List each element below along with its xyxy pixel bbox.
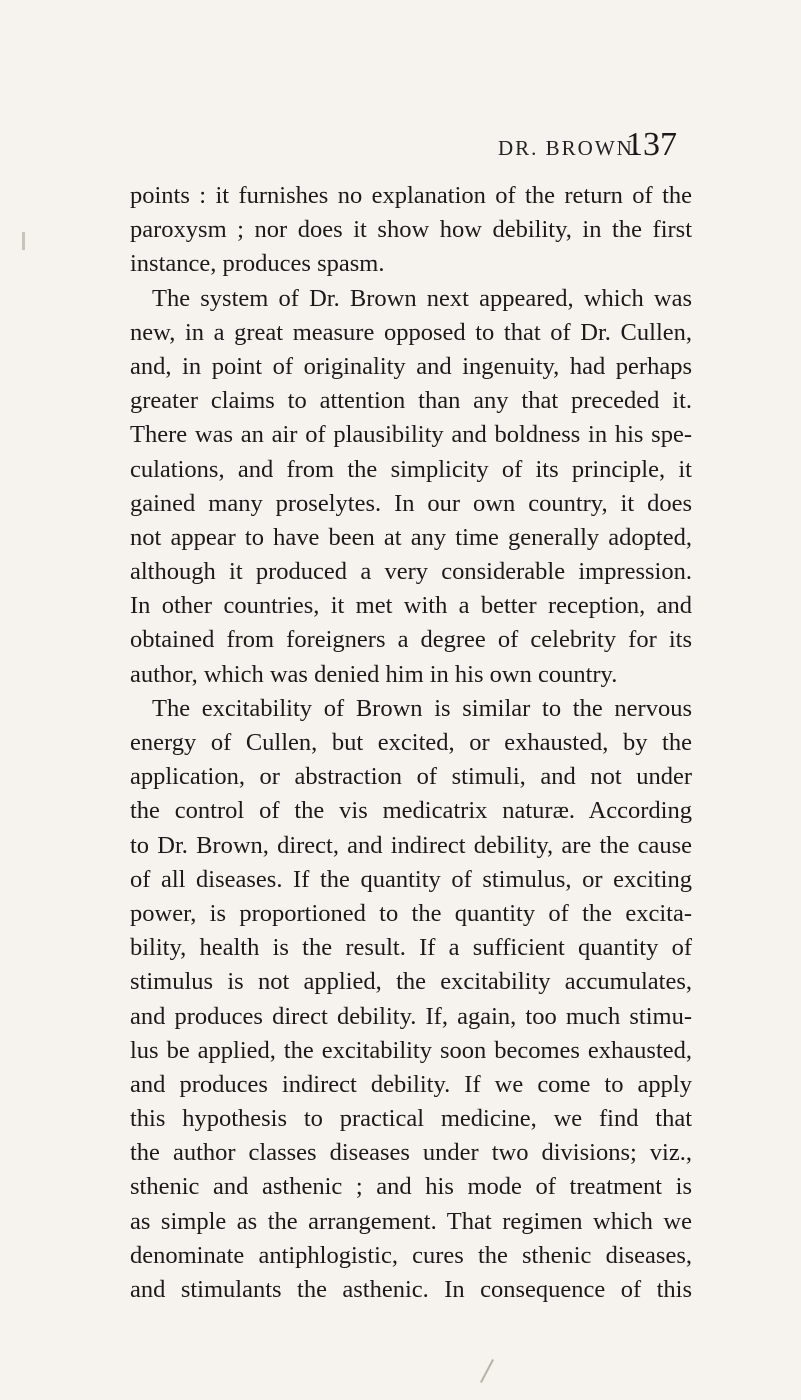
paragraph-start-line: The system of Dr. Brown next appeared, which was (152, 284, 692, 312)
text-line: not appear to have been at any time generally adopted, (130, 523, 692, 551)
text-line: application, or abstraction of stimuli, and not under (130, 763, 692, 791)
text-line: of all diseases. If the quantity of stimulus, or exciting (130, 865, 692, 893)
text-line: In other countries, it met with a better reception, and (130, 592, 692, 620)
text-line: denominate antiphlogistic, cures the sthenic diseases, (130, 1241, 692, 1269)
text-line: and produces direct debility. If, again, too much stimu- (130, 1002, 692, 1030)
running-title: DR. BROWN. (498, 136, 642, 160)
text-line: sthenic and asthenic ; and his mode of treatment is (130, 1173, 692, 1201)
text-line: instance, produces spasm. (130, 250, 385, 278)
text-line: greater claims to attention than any that preceded it. (130, 387, 692, 415)
text-line: and produces indirect debility. If we come to apply (130, 1070, 692, 1098)
text-line: gained many proselytes. In our own country, it does (130, 489, 692, 517)
text-line: energy of Cullen, but excited, or exhausted, by the (130, 729, 692, 756)
text-line: paroxysm ; nor does it show how debility, in the first (130, 216, 692, 244)
text-line: the control of the vis medicatrix naturæ. According (130, 797, 692, 825)
text-line: lus be applied, the excitability soon becomes exhausted, (130, 1036, 692, 1064)
text-line: and stimulants the asthenic. In consequence of this (130, 1276, 692, 1303)
page-number: 137 (626, 126, 677, 163)
text-line: the author classes diseases under two divisions; viz., (130, 1139, 692, 1167)
margin-mark (22, 232, 25, 250)
text-line: this hypothesis to practical medicine, we find that (130, 1105, 692, 1133)
text-line: culations, and from the simplicity of its principle, it (130, 455, 692, 483)
text-line: There was an air of plausibility and boldness in his spe- (130, 421, 692, 449)
text-line: points : it furnishes no explanation of the return of the (130, 182, 692, 209)
running-head (0, 126, 801, 166)
paragraph-start-line: The excitability of Brown is similar to the nervous (152, 694, 692, 722)
text-line: and, in point of originality and ingenuity, had perhaps (130, 352, 692, 380)
scratch-mark (480, 1359, 494, 1383)
text-line: new, in a great measure opposed to that of Dr. Cullen, (130, 318, 692, 346)
text-line: stimulus is not applied, the excitability accumulates, (130, 968, 692, 996)
text-line: bility, health is the result. If a sufficient quantity of (130, 934, 692, 962)
text-line: as simple as the arrangement. That regimen which we (130, 1207, 692, 1235)
text-line: power, is proportioned to the quantity of the excita- (130, 899, 692, 927)
text-line: although it produced a very considerable impression. (130, 558, 692, 586)
body-text (130, 179, 702, 1307)
text-line: to Dr. Brown, direct, and indirect debility, are the cause (130, 831, 692, 859)
text-line: obtained from foreigners a degree of celebrity for its (130, 626, 692, 654)
text-line: author, which was denied him in his own country. (130, 660, 618, 688)
